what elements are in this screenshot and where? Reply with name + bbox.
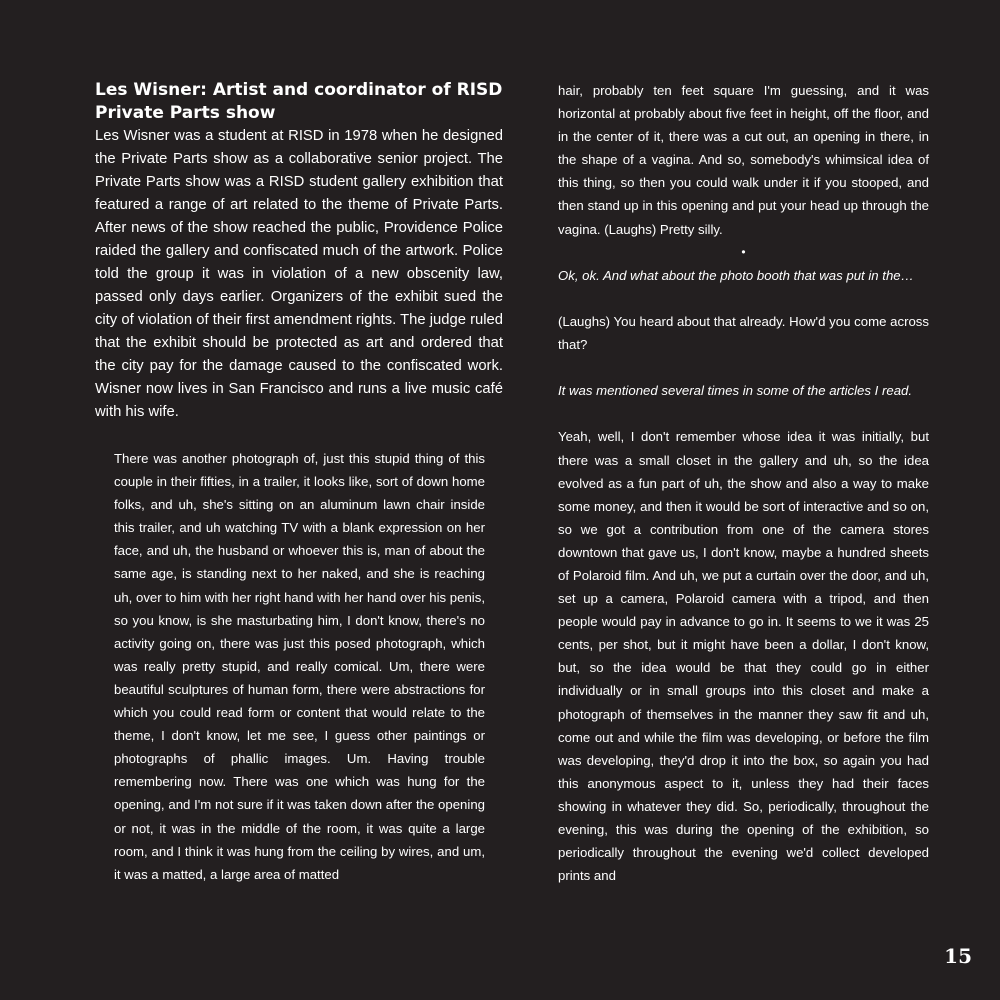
answer-paragraph-continued: hair, probably ten feet square I'm guessing, and it was horizontal at probably about five feet in height, off the floor, and in the center of it, there was a cut out, an opening in there, in the shape of a vagina. And so, somebody's whimsical idea of this thing, so then you could walk under it if you stooped, and then stand up in this opening and put your head up through the vagina. (Laughs) Pretty silly. <box>558 83 929 237</box>
interview-quote-left <box>95 447 485 886</box>
spacer <box>558 402 929 425</box>
spacer <box>558 356 929 379</box>
left-column <box>95 79 503 886</box>
quote-paragraph: There was another photograph of, just this stupid thing of this couple in their fifties, in a trailer, it looks like, sort of down home folks, and uh, she's sitting on an aluminum lawn chair inside this trailer, and uh watching TV with a blank expression on her face, and uh, the husband or whoever this is, man of about the same age, is standing next to her naked, and she is reaching uh, over to him with her right hand with her hand over his penis, so you know, is she masturbating him, I don't know, there's no activity going on, there was just this posed photograph, which was really pretty stupid, and really comical. Um, there were beautiful sculptures of human form, there were abstractions for which you could read form or content that would relate to the theme, I don't know, let me see, I guess other paintings or photographs of phallic images. Um. Having trouble remembering now. There was one which was hung for the opening, and I'm not sure if it was taken down after the opening or not, it was in the middle of the room, it was quite a large room, and I think it was hung from the ceiling by wires, and um, it was a matted, a large area of matted <box>114 451 485 882</box>
spacer <box>558 287 929 310</box>
interviewee-answer: Yeah, well, I don't remember whose idea it was initially, but there was a small closet in the gallery and uh, so the idea evolved as a fun part of uh, the show and also a way to make some money, and then it would be sort of interactive and so on, so we got a contribution from one of the camera stores downtown that gave us, I don't know, maybe a hundred sheets of Polaroid film. And uh, we put a curtain over the door, and uh, set up a camera, Polaroid camera with a tripod, and then people would pay in advance to go in. It seems to we it was 25 cents, per shot, but it might have been a dollar, I don't know, but, so the idea would be that they could go in either individually or in small groups into this closet and make a photograph of themselves in the manner they saw fit and uh, come out and while the film was developing, or before the film was developing, they'd drop it into the box, so again you had this anonymous aspect to it, unless they had their faces showing in whatever they did. So, periodically, throughout the evening, this was during the opening of the exhibition, so periodically throughout the evening we'd collect developed prints and <box>558 429 929 884</box>
section-separator: • <box>741 244 746 259</box>
page-number: 15 <box>944 944 972 968</box>
interviewer-question: It was mentioned several times in some of the articles I read. <box>558 383 913 399</box>
intro-paragraph: Les Wisner was a student at RISD in 1978 when he designed the Private Parts show as a collaborative senior project. The Private Parts show was a RISD student gallery exhibition that featured a range of art related to the theme of Private Parts. After news of the show reached the public, Providence Police raided the gallery and confiscated much of the artwork. Police told the group it was in violation of a new obscenity law, passed only days earlier. Organizers of the exhibit sued the city of violation of their first amendment rights. The judge ruled that the exhibit should be protected as art and ordered that the city pay for the damage caused to the confiscated work. Wisner now lives in San Francisco and runs a live music café with his wife. <box>95 128 503 420</box>
interviewer-question: Ok, ok. And what about the photo booth that was put in the… <box>558 267 914 283</box>
interviewee-answer: (Laughs) You heard about that already. How'd you come across that? <box>558 313 929 353</box>
article-heading: Les Wisner: Artist and coordinator of RISD Private Parts show <box>95 80 503 123</box>
right-column <box>558 79 929 887</box>
